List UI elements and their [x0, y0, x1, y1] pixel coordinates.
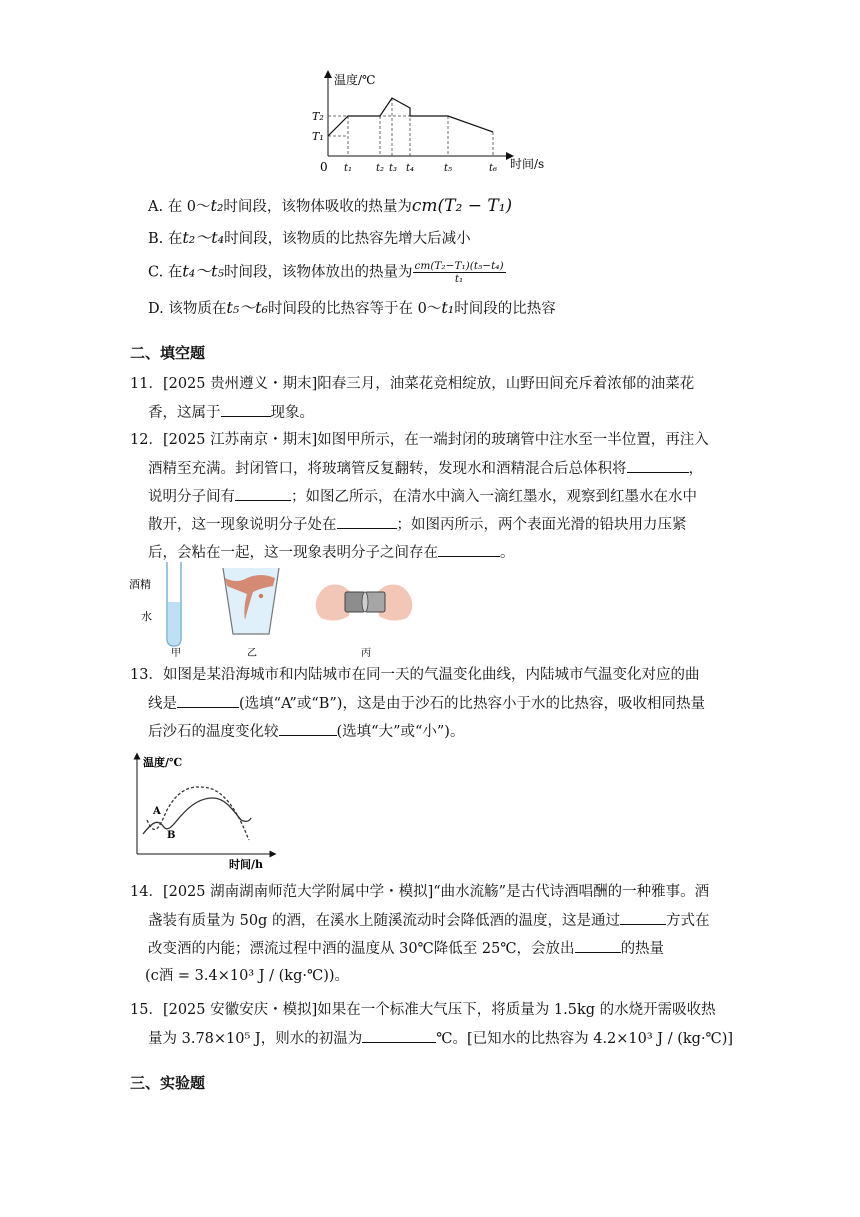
q10-temperature-time-graph: [300, 68, 560, 178]
q10-y-label: 温度/℃: [334, 73, 376, 87]
q12-blank-force[interactable]: [438, 542, 500, 557]
q15-line-1: 15．[2025 安徽安庆・模拟]如果在一个标准大气压下，将质量为 1.5kg 的水烧开需吸收热: [130, 1002, 716, 1018]
q10-tick-t6: t₆: [489, 163, 498, 174]
q14-line-3: 改变酒的内能；漂流过程中酒的温度从 30℃降低至 25℃，会放出 的热量: [148, 938, 664, 959]
q14-blank-method[interactable]: [620, 910, 666, 925]
q13-blank-curve[interactable]: [177, 693, 239, 708]
q10-tick-t5: t₅: [444, 163, 453, 174]
q12-label-water: 水: [141, 610, 152, 623]
q12-blank-gap[interactable]: [235, 486, 291, 501]
q13-curve-a-label: A: [153, 806, 161, 817]
q12-label-alcohol: 酒精: [129, 578, 151, 591]
q10-option-b: B. 在t₂～t₄时间段，该物质的比热容先增大后减小: [148, 228, 471, 247]
q13-x-label: 时间/h: [229, 858, 264, 871]
q10-tick-t1: t₁: [344, 163, 353, 174]
q12-blank-motion[interactable]: [337, 514, 397, 529]
q12-caption-jia: 甲: [171, 648, 181, 659]
q13-line-2: 线是 (选填“A”或“B”)，这是由于沙石的比热容小于水的比热容，吸收相同热量: [148, 693, 705, 714]
q12-lead-blocks-figure: [316, 585, 413, 660]
q12-caption-yi: 乙: [247, 648, 257, 659]
q12-line-5: 后，会粘在一起，这一现象表明分子之间存在 。: [148, 542, 515, 563]
q13-line-1: 13．如图是某沿海城市和内陆城市在同一天的气温变化曲线，内陆城市气温变化对应的曲: [130, 667, 700, 683]
q10-x-label: 时间/s: [510, 157, 545, 171]
q14-line-2: 盏装有质量为 50g 的酒，在溪水上随溪流动时会降低酒的温度，这是通过 方式在: [148, 910, 709, 931]
q10-tick-t3: t₃: [389, 163, 398, 174]
q12-line-1: 12．[2025 江苏南京・期末]如图甲所示，在一端封闭的玻璃管中注水至一半位置，再注入: [130, 432, 709, 448]
q10-option-c: C. 在t₄～t₅时间段，该物体放出的热量为 $\frac{\text{cm(T₂−T₁)(t₅−t₄)}}{\text{t₁}}$: [148, 260, 504, 285]
q12-test-tube-figure: [129, 562, 181, 659]
q13-line-3: 后沙石的温度变化较 (选填“大”或“小”)。: [148, 721, 464, 742]
q10-origin: 0: [320, 160, 328, 174]
q14-line-1: 14．[2025 湖南湖南师范大学附属中学・模拟]“曲水流觞”是古代诗酒唱酬的一种雅事。酒: [130, 884, 710, 900]
q13-curve-b-label: B: [167, 830, 176, 841]
q13-blank-change[interactable]: [279, 721, 337, 736]
q15-line-2: 量为 3.78×10⁵ J，则水的初温为 ℃。[已知水的比热容为 4.2×10³ J / (kg·℃)]: [148, 1028, 733, 1049]
q13-temperature-curves-graph: [125, 748, 285, 872]
q12-line-4: 散开，这一现象说明分子处在 ；如图丙所示，两个表面光滑的铅块用力压紧: [148, 514, 687, 535]
q15-blank-temperature[interactable]: [362, 1028, 436, 1043]
q12-caption-bing: 丙: [361, 648, 371, 659]
q12-blank-volume[interactable]: [627, 458, 689, 473]
q10-tick-T2: T₂: [312, 110, 324, 123]
q10-tick-t4: t₄: [406, 163, 415, 174]
q12-beaker-figure: [223, 568, 279, 659]
section-fill-in-title: 二、填空题: [130, 344, 206, 362]
section-experiment-title: 三、实验题: [130, 1074, 206, 1092]
q10-tick-t2: t₂: [376, 163, 385, 174]
q11-line-1: 11．[2025 贵州遵义・期末]阳春三月，油菜花竞相绽放，山野田间充斥着浓郁的油菜花: [130, 376, 695, 392]
q10-option-a: A. 在 0～t₂时间段，该物体吸收的热量为cm(T₂ − T₁): [148, 196, 513, 216]
q12-line-3: 说明分子间有 ；如图乙所示，在清水中滴入一滴红墨水，观察到红墨水在水中: [148, 486, 697, 507]
q11-line-2: 香，这属于 现象。: [148, 402, 314, 423]
q10-tick-T1: T₁: [312, 130, 324, 143]
q14-line-4: (c酒 = 3.4×10³ J / (kg·℃))。: [145, 968, 350, 984]
q14-blank-heat[interactable]: [575, 938, 621, 953]
q10-option-d: D. 该物质在t₅～t₆时间段的比热容等于在 0～t₁时间段的比热容: [148, 298, 556, 317]
q10-c-fraction: $\frac{\text{cm(T₂−T₁)(t₅−t₄)}}{\text{t₁}}$: [414, 260, 504, 285]
q13-y-label: 温度/℃: [143, 756, 183, 769]
q11-answer-blank[interactable]: [221, 402, 271, 417]
q12-line-2: 酒精至充满。封闭管口，将玻璃管反复翻转，发现水和酒精混合后总体积将 ，: [148, 458, 703, 479]
q12-figures: [125, 558, 425, 660]
